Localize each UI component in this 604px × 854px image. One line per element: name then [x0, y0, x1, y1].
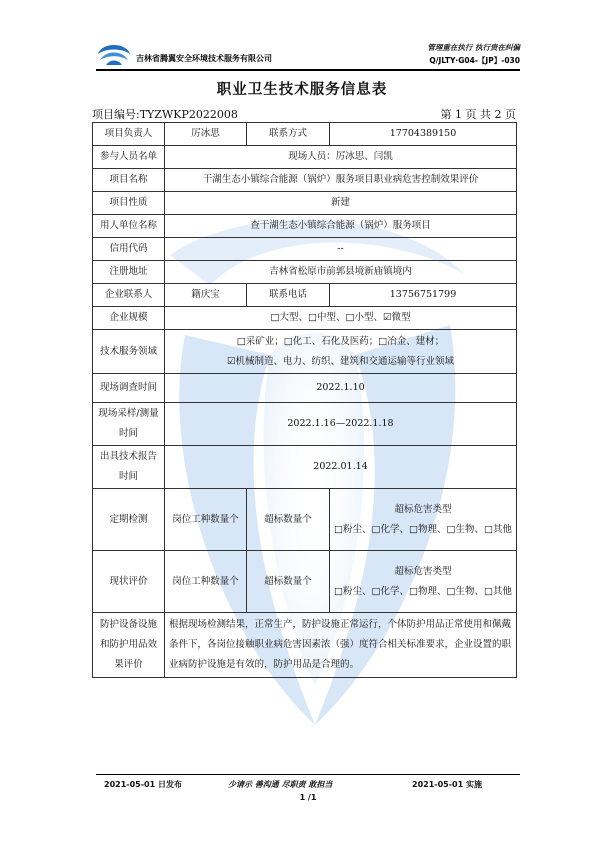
contact-value: 17704389150 [330, 123, 517, 146]
periodic-post-count: 岗位工种数量个 [165, 489, 247, 551]
page-title: 职业卫生技术服务信息表 [216, 82, 388, 98]
periodic-label: 定期检测 [93, 489, 165, 551]
survey-time-label: 现场调查时间 [93, 374, 165, 403]
address-value: 吉林省松原市前郭县境新庙镇境内 [165, 261, 517, 284]
status-label: 现状评价 [93, 551, 165, 613]
employer-value: 查干湖生态小镇综合能源（锅炉）服务项目 [165, 215, 517, 238]
contact-label: 联系方式 [247, 123, 330, 146]
participants-value: 现场人员：厉冰思、闫凯 [165, 146, 517, 169]
enterprise-contact-value: 籍庆宝 [165, 284, 247, 307]
company-logo-icon [96, 40, 132, 66]
table-row [93, 261, 517, 284]
table-row [93, 192, 517, 215]
effective-date: 2021-05-01 实施 [412, 780, 482, 789]
credit-code-label: 信用代码 [93, 238, 165, 261]
nature-label: 项目性质 [93, 192, 165, 215]
sampling-time-label: 现场采样/测量时间 [93, 403, 165, 446]
periodic-exceed-count: 超标数量个 [247, 489, 330, 551]
document-header [96, 38, 520, 68]
company-name: 吉林省腾翼安全环境技术服务有限公司 [136, 54, 272, 63]
employer-label: 用人单位名称 [93, 215, 165, 238]
credit-code-value: -- [165, 238, 517, 261]
project-name-label: 项目名称 [93, 169, 165, 192]
table-row [93, 551, 517, 613]
status-exceed-count: 超标数量个 [247, 551, 330, 613]
table-row [93, 284, 517, 307]
service-area-line2: ☑机械制造、电力、纺织、建筑和交通运输等行业领域 [226, 355, 455, 367]
table-row [93, 307, 517, 330]
survey-time-value: 2022.1.10 [165, 374, 517, 403]
report-time-value: 2022.01.14 [165, 446, 517, 489]
document-number: Q/JLTY·G04-【JP】-030 [429, 56, 520, 65]
table-row [93, 169, 517, 192]
status-post-count: 岗位工种数量个 [165, 551, 247, 613]
table-row [93, 330, 517, 374]
leader-label: 项目负责人 [93, 123, 165, 146]
table-row [93, 374, 517, 403]
table-row [93, 613, 517, 678]
periodic-hazard [330, 489, 517, 551]
service-area-value [165, 330, 517, 374]
status-hazard [330, 551, 517, 613]
phone-label: 联系电话 [247, 284, 330, 307]
participants-label: 参与人员名单 [93, 146, 165, 169]
footer-motto: 少请示 善沟通 尽职责 敢担当 [228, 780, 333, 789]
report-time-label: 出具技术报告时间 [93, 446, 165, 489]
scale-value: □大型、□中型、□小型、☑微型 [165, 307, 517, 330]
evaluation-label: 防护设备设施和防护用品效果评价 [93, 613, 165, 678]
page-number: 第 1 页 共 2 页 [440, 108, 516, 121]
periodic-hazard-types: □粉尘、□化学、□物理、□生物、□其他 [334, 523, 512, 535]
project-name-value: 干湖生态小镇综合能源（锅炉）服务项目职业病危害控制效果评价 [165, 169, 517, 192]
evaluation-value: 根据现场检测结果，正常生产，防护设施正常运行，个体防护用品正常使用和佩戴条件下，各岗位接触职业病危害因素浓（强）度符合相关标准要求，企业设置的职业病防护设施是有效的，防护用品是合理的。 [165, 613, 517, 678]
header-divider [96, 69, 520, 71]
status-hazard-title: 超标危害类型 [394, 565, 452, 577]
scale-label: 企业规模 [93, 307, 165, 330]
service-info-table [92, 122, 517, 678]
periodic-hazard-title: 超标危害类型 [394, 503, 452, 515]
status-hazard-types: □粉尘、□化学、□物理、□生物、□其他 [334, 585, 512, 597]
enterprise-contact-label: 企业联系人 [93, 284, 165, 307]
sampling-time-value: 2022.1.16—2022.1.18 [165, 403, 517, 446]
service-area-label: 技术服务领域 [93, 330, 165, 374]
issue-date: 2021-05-01 日发布 [104, 780, 182, 789]
table-row [93, 489, 517, 551]
nature-value: 新建 [165, 192, 517, 215]
table-row [93, 215, 517, 238]
table-row [93, 446, 517, 489]
table-row [93, 403, 517, 446]
service-area-line1: □采矿业；□化工、石化及医药；□冶金、建材； [236, 335, 445, 347]
phone-value: 13756751799 [330, 284, 517, 307]
table-row [93, 123, 517, 146]
table-row [93, 146, 517, 169]
address-label: 注册地址 [93, 261, 165, 284]
footer-page-number: 1 /1 [299, 793, 317, 802]
document-footer [96, 774, 520, 802]
table-row [93, 238, 517, 261]
header-slogan: 管理重在执行 执行贵在纠偏 [427, 43, 520, 52]
leader-value: 厉冰思 [165, 123, 247, 146]
project-number: 项目编号:TYZWKP2022008 [92, 108, 238, 121]
